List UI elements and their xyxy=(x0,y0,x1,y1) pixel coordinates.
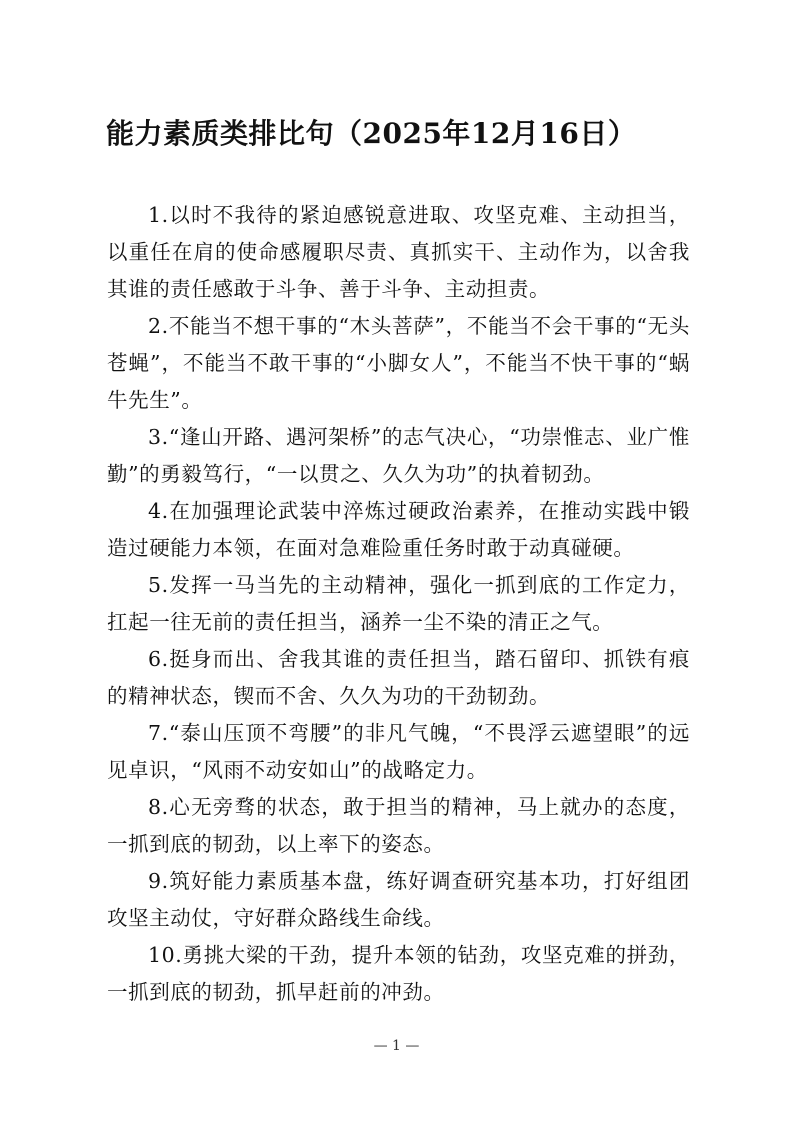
paragraph-6: 6.挺身而出、舍我其谁的责任担当，踏石留印、抓铁有痕的精神状态，锲而不舍、久久为功的干劲韧劲。 xyxy=(107,647,690,708)
paragraph-10: 10.勇挑大梁的干劲，提升本领的钻劲，攻坚克难的拼劲，一抓到底的韧劲，抓早赶前的冲劲。 xyxy=(107,943,690,1004)
paragraph-3: 3.“逢山开路、遇河架桥”的志气决心，“功崇惟志、业广惟勤”的勇毅笃行，“一以贯之、久久为功”的执着韧劲。 xyxy=(107,425,690,486)
document-title: 能力素质类排比句（2025年12月16日） xyxy=(106,117,637,150)
paragraph-4: 4.在加强理论武装中淬炼过硬政治素养，在推动实践中锻造过硬能力本领，在面对急难险重任务时敢于动真碰硬。 xyxy=(107,499,690,560)
paragraph-5: 5.发挥一马当先的主动精神，强化一抓到底的工作定力，扛起一往无前的责任担当，涵养一尘不染的清正之气。 xyxy=(107,573,690,634)
paragraph-1: 1.以时不我待的紧迫感锐意进取、攻坚克难、主动担当，以重任在肩的使命感履职尽责、真抓实干、主动作为，以舍我其谁的责任感敢于斗争、善于斗争、主动担责。 xyxy=(107,203,690,301)
document-body xyxy=(107,197,690,1011)
page-number: — 1 — xyxy=(373,1038,420,1054)
paragraph-7: 7.“泰山压顶不弯腰”的非凡气魄，“不畏浮云遮望眼”的远见卓识，“风雨不动安如山”的战略定力。 xyxy=(107,721,690,782)
paragraph-9: 9.筑好能力素质基本盘，练好调查研究基本功，打好组团攻坚主动仗，守好群众路线生命线。 xyxy=(107,869,690,930)
paragraph-2: 2.不能当不想干事的“木头菩萨”，不能当不会干事的“无头苍蝇”，不能当不敢干事的“小脚女人”，不能当不快干事的“蜗牛先生”。 xyxy=(107,314,690,412)
paragraph-8: 8.心无旁骛的状态，敢于担当的精神，马上就办的态度，一抓到底的韧劲，以上率下的姿态。 xyxy=(107,795,690,856)
